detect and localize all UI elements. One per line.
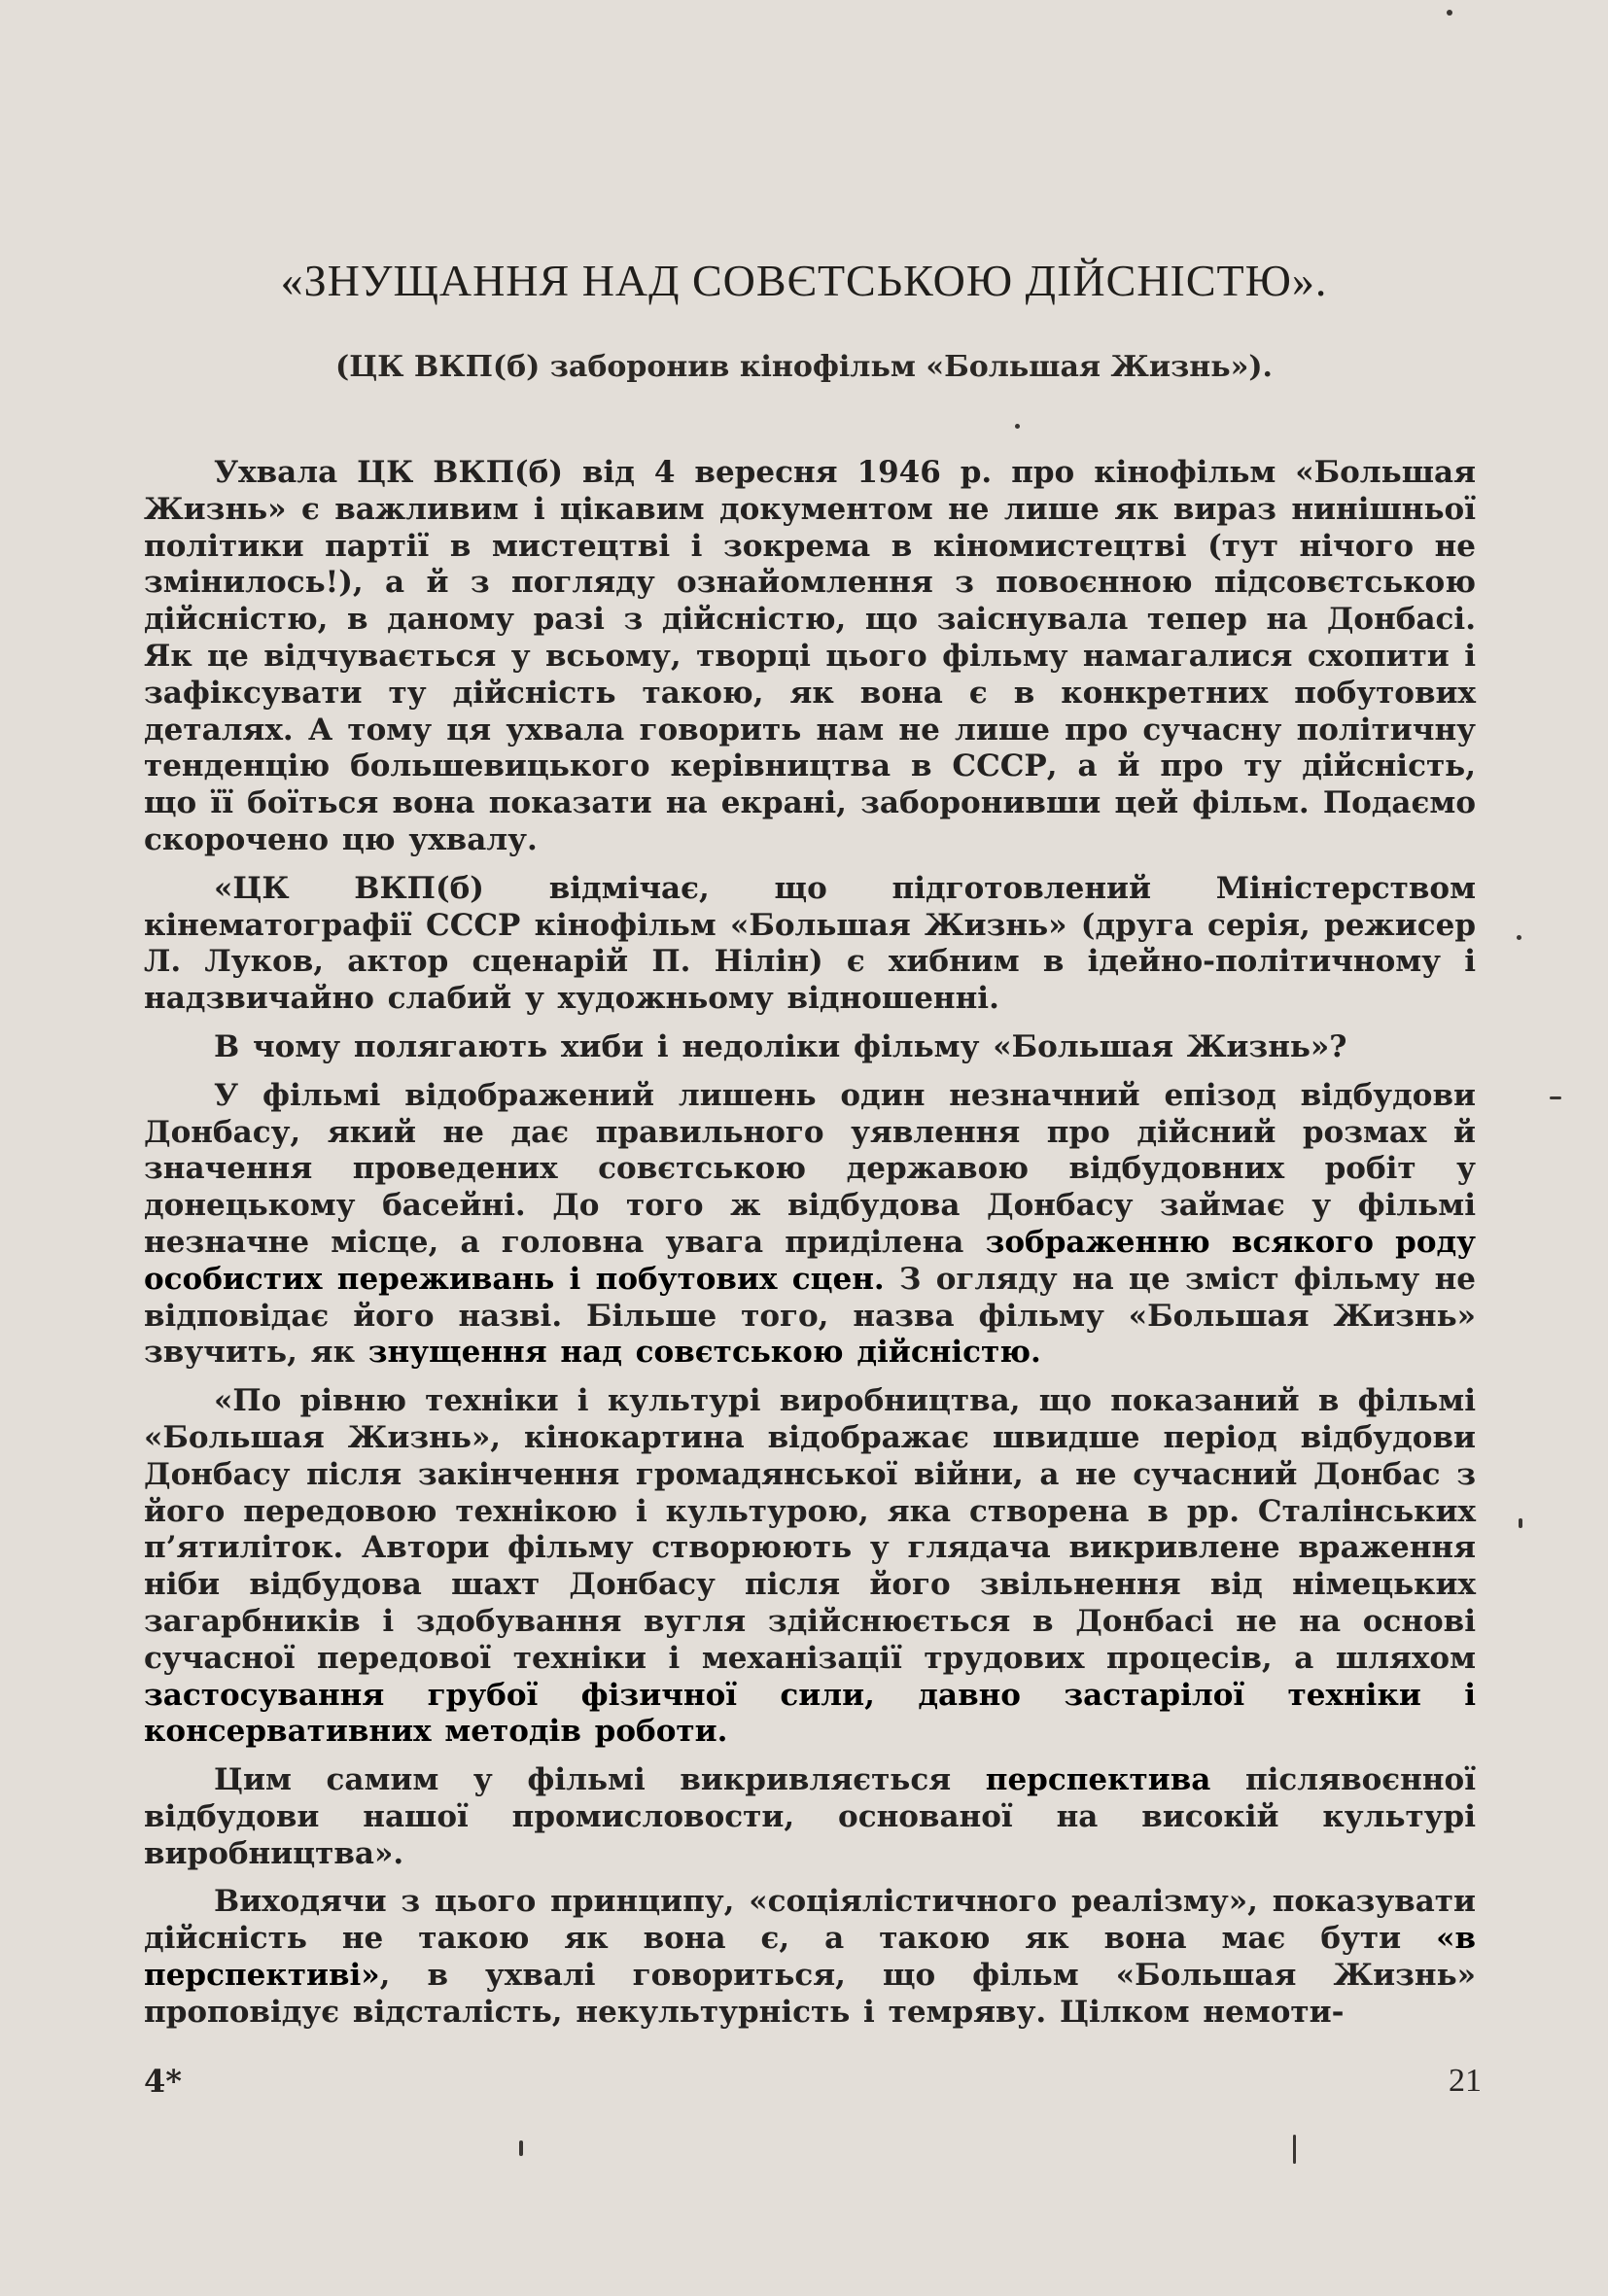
paragraph-text: У фільмі відображений лишень один незначний епізод відбудови Донбасу, який не дає правильного уявлення про дійсний розмах й значення проведених совєтською державою відбудовних робіт у донецькому басейні. До того ж відбудова Донбасу займає у фільмі незначне місце, а головна увага приділена [144, 1077, 1476, 1260]
body-paragraph [144, 871, 1476, 1018]
article-title: «ЗНУЩАННЯ НАД СОВЄТСЬКОЮ ДІЙСНІСТЮ». [280, 256, 1328, 305]
paragraph-text: Цим самим у фільмі викривляється [214, 1762, 986, 1798]
paragraph-text: , в ухвалі говориться, що фільм «Большая Жизнь» проповідує відсталість, некультурність і темряву. Цілком немоти- [144, 1958, 1476, 2030]
paragraph-text: «По рівню техніки і культурі виробництва, що показаний в фільмі «Большая Жизнь», кінокартина відображає швидше період відбудови Донбасу після закінчення громадянської війни, а не сучасний Донбас з його передовою технікою і культурою, яка створена в рр. Сталінських п’ятиліток. Автори фільму створюють у глядача викривлене враження ніби відбудова шахт Донбасу після його звільнення від німецьких загарбників і здобування вугля здійснюється в Донбасі не на основі сучасної передової техніки і механізації трудових процесів, а шляхом [144, 1383, 1476, 1676]
emphasized-text: застосування грубої фізичної сили, давно застарілої техніки і консервативних методів роботи. [144, 1677, 1476, 1750]
paragraph-text: післявоєнної відбудови нашої промисловости, основаної на високій культурі виробництва». [144, 1762, 1476, 1871]
article-subtitle: (ЦК ВКП(б) заборонив кінофільм «Большая Жизнь»). [335, 350, 1273, 384]
body-paragraph [144, 1762, 1476, 1872]
body-paragraph [144, 455, 1476, 859]
body-paragraph [144, 1078, 1476, 1372]
paragraph-text: З огляду на це зміст фільму не відповідає його назві. Більше того, назва фільму «Большая Жизнь» звучить, як [144, 1261, 1476, 1371]
page-number: 21 [1449, 2063, 1482, 2099]
print-speck [1447, 10, 1452, 16]
print-speck [519, 2140, 523, 2156]
body-paragraph [144, 1029, 1476, 1066]
print-speck [1519, 1518, 1522, 1528]
emphasized-text: «в перспективі» [144, 1921, 1476, 1994]
print-speck [1550, 1096, 1561, 1099]
print-speck [1517, 935, 1521, 940]
paragraph-text: В чому полягають хиби і недоліки фільму «Большая Жизнь»? [214, 1028, 1347, 1064]
article-body [144, 455, 1476, 2043]
paragraph-text: Виходячи з цього принципу, «соціялістичного реалізму», показувати дійсність не такою як вона є, а такою як вона має бути [144, 1884, 1476, 1957]
print-speck [1293, 2135, 1296, 2164]
emphasized-text: зображенню всякого роду особистих переживань і побутових сцен. [144, 1224, 1476, 1297]
body-paragraph [144, 1383, 1476, 1751]
signature-mark: 4* [144, 2063, 182, 2100]
paragraph-text: Ухвала ЦК ВКП(б) від 4 вересня 1946 р. про кінофільм «Большая Жизнь» є важливим і цікавим документом не лише як вираз нинішньої політики партії в мистецтві і зокрема в кіномистецтві (тут нічого не змінилось!), а й з погляду ознайомлення з повоєнною підсовєтською дійсністю, в даному разі з дійсністю, що заіснувала тепер на Донбасі. Як це відчувається у всьому, творці цього фільму намагалися схопити і зафіксувати ту дійсність такою, як вона є в конкретних побутових деталях. А тому ця ухвала говорить нам не лише про сучасну політичну тенденцію большевицького керівництва в СССР, а й про ту дійсність, що її боїться вона показати на екрані, заборонивши цей фільм. Подаємо скорочено цю ухвалу. [144, 455, 1476, 857]
print-speck [1015, 424, 1020, 429]
body-paragraph [144, 1884, 1476, 2031]
paragraph-text: «ЦК ВКП(б) відмічає, що підготовлений Міністерством кінематографії СССР кінофільм «Большая Жизнь» (друга серія, режисер Л. Луков, актор сценарій П. Нілін) є хибним в ідейно-політичному і надзвичайно слабий у художньому відношенні. [144, 870, 1476, 1017]
emphasized-text: знущення над совєтською дійсністю. [367, 1335, 1041, 1371]
emphasized-text: перспектива [985, 1762, 1211, 1798]
